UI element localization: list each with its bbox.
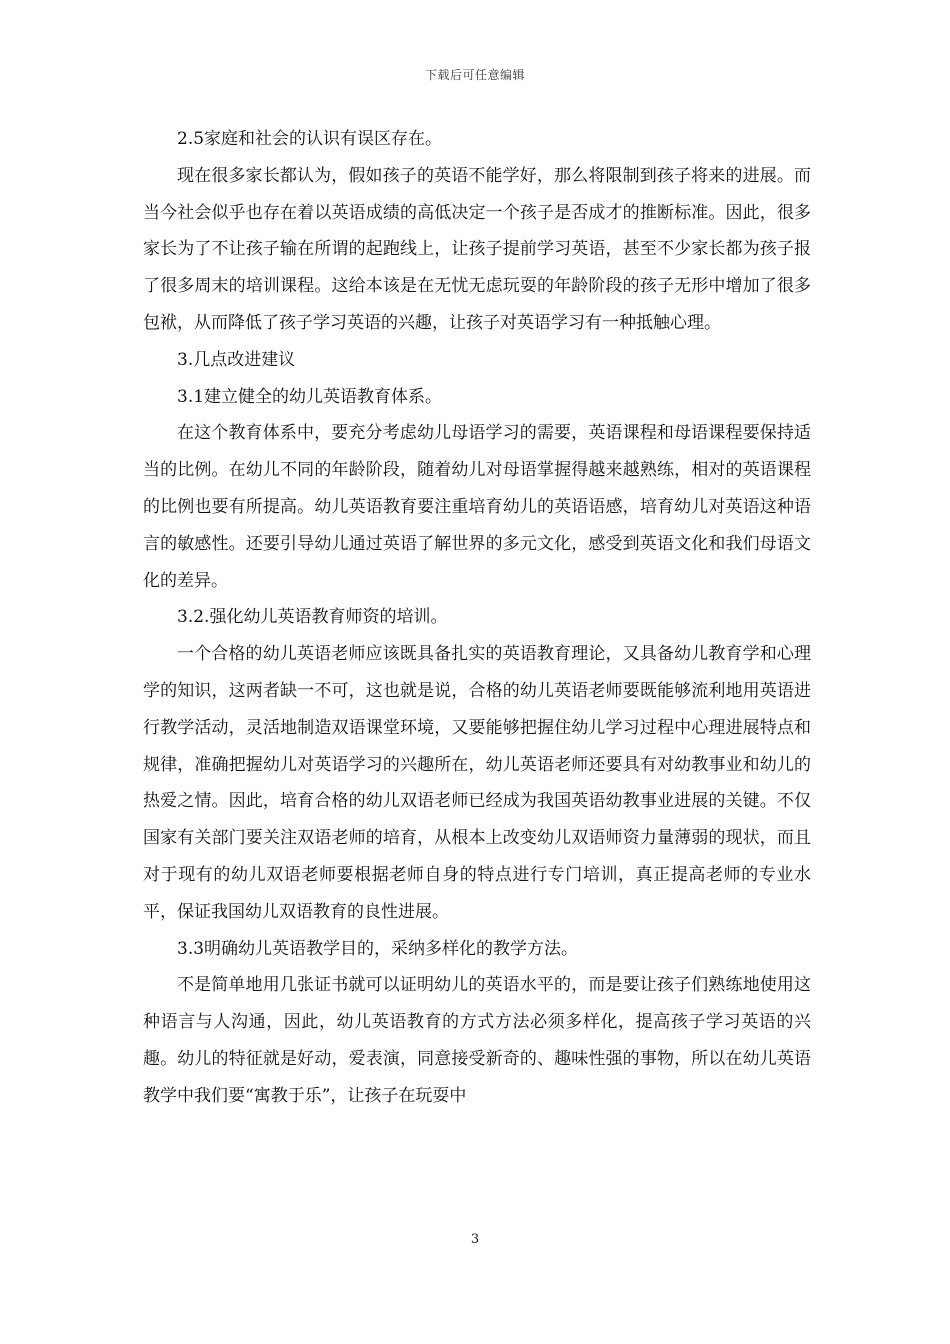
paragraph: 不是简单地用几张证书就可以证明幼儿的英语水平的，而是要让孩子们熟练地使用这种语言与人沟通，因此，幼儿英语教育的方式方法必须多样化，提高孩子学习英语的兴趣。幼儿的特征就是好动，爱表演，同意接受新奇的、趣味性强的事物，所以在幼儿英语教学中我们要“寓教于乐”，让孩子在玩耍中: [143, 975, 811, 1106]
section-heading-3-3: 3.3明确幼儿英语教学目的，采纳多样化的教学方法。: [177, 938, 579, 959]
paragraph: 一个合格的幼儿英语老师应该既具备扎实的英语教育理论，又具备幼儿教育学和心理学的知识，这两者缺一不可，这也就是说，合格的幼儿英语老师要既能够流利地用英语进行教学活动，灵活地制造双语课堂环境，又要能够把握住幼儿学习过程中心理进展特点和规律，准确把握幼儿对英语学习的兴趣所在，幼儿英语老师还要具有对幼教事业和幼儿的热爱之情。因此，培育合格的幼儿双语老师已经成为我国英语幼教事业进展的关键。不仅国家有关部门要关注双语老师的培育，从根本上改变幼儿双语师资力量薄弱的现状，而且对于现有的幼儿双语老师要根据老师自身的特点进行专门培训，真正提高老师的专业水平，保证我国幼儿双语教育的良性进展。: [143, 644, 811, 922]
section-heading-3-1: 3.1建立健全的幼儿英语教育体系。: [177, 386, 443, 407]
page-number: 3: [470, 1232, 480, 1247]
page-header: 下载后可任意编辑: [424, 68, 525, 82]
paragraph: 现在很多家长都认为，假如孩子的英语不能学好，那么将限制到孩子将来的进展。而当今社会似乎也存在着以英语成绩的高低决定一个孩子是否成才的推断标准。因此，很多家长为了不让孩子输在所谓的起跑线上，让孩子提前学习英语，甚至不少家长都为孩子报了很多周末的培训课程。这给本该是在无忧无虑玩耍的年龄阶段的孩子无形中增加了很多包袱，从而降低了孩子学习英语的兴趣，让孩子对英语学习有一种抵触心理。: [143, 165, 811, 333]
body-text: [143, 121, 811, 1115]
section-heading-2-5: 2.5家庭和社会的认识有误区存在。: [177, 129, 443, 149]
section-heading-3: 3.几点改进建议: [177, 349, 296, 370]
section-heading-3-2: 3.2.强化幼儿英语教育师资的培训。: [177, 607, 448, 628]
paragraph: 在这个教育体系中，要充分考虑幼儿母语学习的需要，英语课程和母语课程要保持适当的比例。在幼儿不同的年龄阶段，随着幼儿对母语掌握得越来越熟练，相对的英语课程的比例也要有所提高。幼儿英语教育要注重培育幼儿的英语语感，培育幼儿对英语这种语言的敏感性。还要引导幼儿通过英语了解世界的多元文化，感受到英语文化和我们母语文化的差异。: [143, 423, 811, 591]
